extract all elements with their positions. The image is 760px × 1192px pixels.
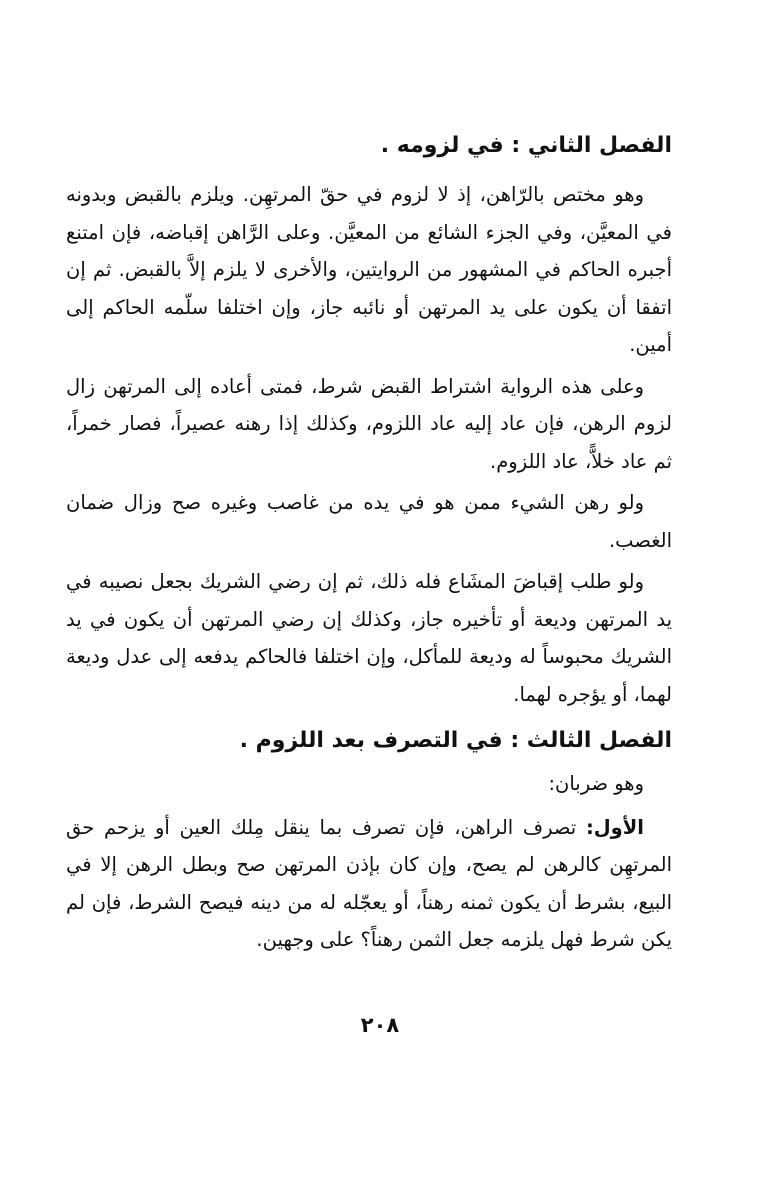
paragraph-4: ولو طلب إقباضَ المشَاع فله ذلك، ثم إن رضي الشريك بجعل نصيبه في يد المرتهن وديعة أو تأخيره جاز، وكذلك إن رضي المرتهن أن يكون في يد الشريك محبوساً له وديعة للمأكل، وإن اختلفا فالحاكم يدفعه إلى عدل وديعة لهما، أو يؤجره لهما. [66, 570, 672, 706]
section-3-intro: وهو ضربان: [548, 772, 644, 795]
section-heading-2-label: الفصل الثاني : [511, 133, 672, 158]
paragraph-1: وهو مختص بالرّاهن، إذ لا لزوم في حقّ المرتهِن. ويلزم بالقبض وبدونه في المعيَّن، وفي الجزء الشائع من المعيَّن. وعلى الرَّاهن إقباضه، فإن امتنع أجبره الحاكم في المشهور من الروايتين، والأخرى لا يلزم إلاَّ بالقبض. ثم إن اتفقا أن يكون على يد المرتهن أو نائبه جاز، وإن اختلفا سلّمه الحاكم إلى أمين. [66, 183, 672, 356]
section-heading-2 [66, 126, 672, 166]
paragraph-first-type [66, 809, 672, 959]
paragraph-3: ولو رهن الشيء ممن هو في يده من غاصب وغيره صح وزال ضمان الغصب. [66, 491, 672, 552]
first-type-lead: الأول: [585, 815, 644, 839]
section-heading-3 [66, 721, 672, 761]
first-type-text: تصرف الراهن، فإن تصرف بما ينقل مِلك العين أو يزحم حق المرتهِن كالرهن لم يصح، وإن كان بإذن المرتهن صح وبطل الرهن إلا في البيع، بشرط أن يكون ثمنه رهناً، أو يعجّله له من دينه فيصح الشرط، فإن لم يكن شرط فهل يلزمه جعل الثمن رهناً؟ على وجهين. [66, 815, 672, 951]
section-heading-3-topic: في التصرف بعد اللزوم . [239, 728, 503, 753]
section-heading-2-topic: في لزومه . [380, 133, 504, 158]
page-body [66, 126, 672, 963]
paragraph-2: وعلى هذه الرواية اشتراط القبض شرط، فمتى أعاده إلى المرتهن زال لزوم الرهن، فإن عاد إليه عاد اللزوم، وكذلك إذا رهنه عصيراً، فصار خمراً، ثم عاد خلاًّ، عاد اللزوم. [66, 374, 672, 473]
page-number: ٢٠٨ [360, 1013, 400, 1037]
section-heading-3-label: الفصل الثالث : [510, 728, 672, 753]
